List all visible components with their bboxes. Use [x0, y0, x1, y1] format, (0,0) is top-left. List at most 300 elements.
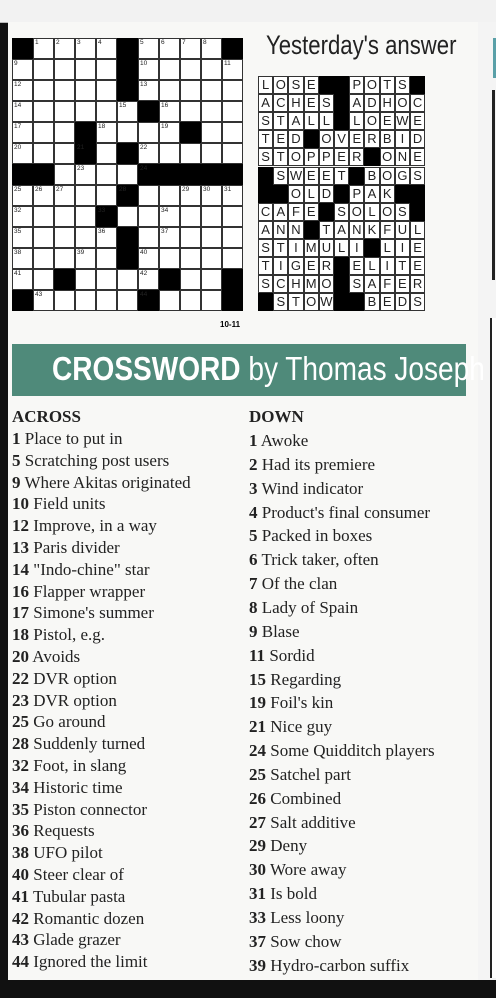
across-clue: [12, 516, 157, 536]
answer-cell: R: [319, 257, 334, 275]
answer-cell-black: [258, 293, 273, 311]
answer-cell: F: [380, 221, 395, 239]
down-clue: [249, 550, 379, 570]
answer-cell: W: [288, 167, 303, 185]
clue-number: 12: [12, 516, 29, 536]
clue-text: Simone's summer: [29, 603, 154, 623]
grid-cell: [12, 227, 33, 248]
answer-cell: S: [258, 112, 273, 130]
answer-cell: L: [349, 112, 364, 130]
clue-text: DVR option: [29, 690, 117, 710]
answer-cell: T: [273, 148, 288, 166]
answer-cell: E: [349, 257, 364, 275]
answer-cell: I: [380, 257, 395, 275]
answer-cell-black: [334, 76, 349, 94]
answer-cell: G: [395, 167, 410, 185]
clue-text: Go around: [29, 712, 106, 732]
clue-number: 1: [12, 429, 21, 448]
grid-cell: [222, 185, 243, 206]
grid-cell: [96, 227, 117, 248]
across-clue: [12, 625, 105, 645]
clue-number: 26: [249, 788, 266, 808]
clue-number: 9: [249, 621, 258, 641]
grid-cell-black: [222, 290, 243, 311]
answer-cell: O: [288, 185, 303, 203]
grid-cell: [54, 80, 75, 101]
answer-cell: B: [364, 167, 379, 185]
grid-cell-black: [222, 269, 243, 290]
clue-number: 22: [12, 668, 29, 688]
answer-cell: O: [273, 76, 288, 94]
grid-cell: [159, 80, 180, 101]
grid-cell: [222, 101, 243, 122]
grid-cell: [201, 143, 222, 164]
clue-text: Awoke: [257, 431, 309, 450]
across-clue: [12, 691, 117, 711]
down-clue: [249, 813, 356, 833]
clue-text: Scratching post users: [20, 450, 170, 470]
grid-cell-number: 43: [35, 291, 43, 298]
answer-cell: P: [349, 185, 364, 203]
answer-cell-black: [349, 293, 364, 311]
grid-cell: [180, 206, 201, 227]
grid-cell: [159, 143, 180, 164]
grid-cell: [138, 38, 159, 59]
down-clue: [249, 646, 315, 666]
down-clue: [249, 693, 333, 713]
grid-cell-number: 35: [14, 228, 22, 235]
grid-cell: [96, 122, 117, 143]
answer-cell: I: [395, 239, 410, 257]
answer-cell: G: [288, 257, 303, 275]
grid-cell: [75, 269, 96, 290]
grid-cell: [138, 185, 159, 206]
answer-cell: S: [395, 203, 410, 221]
answer-cell: S: [410, 293, 425, 311]
grid-cell-number: 4: [98, 39, 102, 46]
answer-cell-black: [304, 130, 319, 148]
answer-cell: D: [395, 293, 410, 311]
grid-cell: [54, 290, 75, 311]
clue-text: Regarding: [266, 669, 342, 689]
grid-cell: [180, 143, 201, 164]
answer-cell: B: [364, 293, 379, 311]
grid-cell-number: 32: [14, 207, 22, 214]
clue-text: Less loony: [266, 908, 345, 927]
answer-cell: E: [304, 94, 319, 112]
grid-cell: [96, 290, 117, 311]
grid-cell: [159, 290, 180, 311]
answer-cell: E: [395, 275, 410, 293]
answer-cell: A: [258, 94, 273, 112]
grid-cell-number: 40: [140, 249, 148, 256]
answer-cell: O: [288, 148, 303, 166]
clue-text: Suddenly turned: [29, 734, 146, 754]
answer-cell: C: [273, 275, 288, 293]
answer-cell: M: [304, 239, 319, 257]
clue-number: 5: [12, 450, 21, 470]
clue-text: Historic time: [29, 777, 123, 797]
answer-cell: E: [319, 167, 334, 185]
clue-number: 7: [249, 574, 258, 594]
grid-cell: [33, 101, 54, 122]
answer-cell: E: [380, 293, 395, 311]
clue-number: 13: [12, 538, 29, 557]
grid-cell: [75, 227, 96, 248]
grid-cell-number: 41: [14, 270, 22, 277]
down-clue: [249, 574, 337, 594]
grid-cell: [12, 59, 33, 80]
grid-cell: [33, 38, 54, 59]
grid-cell: [96, 185, 117, 206]
grid-cell-number: 38: [14, 249, 22, 256]
answer-cell: P: [349, 76, 364, 94]
grid-cell-number: 16: [161, 102, 169, 109]
clue-text: Avoids: [29, 647, 81, 666]
answer-cell: L: [334, 239, 349, 257]
grid-cell-black: [75, 143, 96, 164]
clue-text: Hydro-carbon suffix: [266, 955, 410, 975]
clue-text: Foot, in slang: [29, 756, 127, 775]
grid-cell-black: [201, 164, 222, 185]
clue-number: 41: [12, 886, 29, 906]
grid-cell: [54, 59, 75, 80]
clue-text: Some Quidditch players: [266, 741, 435, 761]
answer-cell: I: [395, 130, 410, 148]
grid-cell: [75, 206, 96, 227]
answer-cell: D: [288, 130, 303, 148]
grid-cell: [54, 248, 75, 269]
clue-number: 44: [12, 952, 29, 972]
banner-byline: by Thomas Joseph: [240, 350, 485, 387]
grid-cell-black: [33, 164, 54, 185]
grid-cell: [96, 38, 117, 59]
down-clue: [249, 789, 341, 809]
across-header: ACROSS: [12, 407, 81, 426]
clue-number: 5: [249, 526, 258, 546]
grid-cell: [222, 227, 243, 248]
answer-cell: L: [364, 203, 379, 221]
answer-cell-black: [334, 112, 349, 130]
clue-number: 37: [249, 931, 266, 951]
grid-cell-number: 34: [161, 207, 169, 214]
grid-cell: [117, 269, 138, 290]
grid-cell: [222, 143, 243, 164]
clue-number: 35: [12, 799, 29, 819]
grid-cell: [201, 227, 222, 248]
grid-cell: [75, 101, 96, 122]
answer-cell: O: [304, 293, 319, 311]
clue-number: 25: [249, 764, 266, 784]
grid-cell-number: 29: [182, 186, 190, 193]
page-bottom-edge: [0, 980, 496, 998]
clue-number: 15: [249, 669, 266, 689]
clue-number: 9: [12, 472, 21, 492]
grid-cell: [96, 101, 117, 122]
down-clue: [249, 860, 346, 880]
answer-cell: S: [334, 203, 349, 221]
grid-cell: [180, 248, 201, 269]
answer-cell: T: [380, 76, 395, 94]
clue-text: Requests: [29, 821, 95, 841]
across-clue: [12, 473, 191, 493]
clue-text: Salt additive: [266, 812, 356, 832]
clue-text: Deny: [266, 836, 308, 856]
grid-cell-number: 7: [182, 39, 186, 46]
grid-cell-black: [138, 164, 159, 185]
grid-cell: [33, 206, 54, 227]
answer-cell: O: [380, 148, 395, 166]
clue-text: Blase: [257, 621, 300, 641]
across-clue: [12, 843, 103, 863]
clue-text: Place to put in: [20, 429, 123, 448]
grid-cell-black: [117, 248, 138, 269]
grid-cell: [138, 227, 159, 248]
clue-number: 27: [249, 812, 266, 832]
grid-cell: [117, 206, 138, 227]
grid-cell-number: 5: [140, 39, 144, 46]
answer-cell: A: [258, 221, 273, 239]
grid-cell-number: 14: [14, 102, 22, 109]
answer-cell-black: [410, 185, 425, 203]
clue-number: 17: [12, 603, 29, 623]
answer-cell: T: [258, 257, 273, 275]
answer-cell: L: [380, 239, 395, 257]
across-clue: [12, 800, 147, 820]
answer-cell: S: [288, 76, 303, 94]
grid-cell-number: 44: [140, 291, 148, 298]
answer-cell: M: [304, 275, 319, 293]
clue-text: Nice guy: [266, 717, 333, 737]
clue-text: Sow chow: [266, 931, 342, 951]
adjacent-box: [490, 318, 496, 978]
grid-cell: [33, 59, 54, 80]
clue-number: 34: [12, 777, 29, 797]
answer-cell: O: [380, 167, 395, 185]
grid-cell-number: 10: [140, 60, 148, 67]
clue-text: "Indo-chine" star: [29, 559, 150, 579]
clue-number: 23: [12, 690, 29, 710]
answer-cell-black: [410, 76, 425, 94]
grid-cell: [222, 122, 243, 143]
clue-text: Trick taker, often: [257, 550, 379, 570]
clue-number: 21: [249, 717, 266, 737]
answer-cell: T: [395, 257, 410, 275]
clue-text: Steer clear of: [29, 865, 124, 884]
grid-cell-number: 33: [98, 207, 106, 214]
grid-cell: [33, 122, 54, 143]
grid-cell: [96, 80, 117, 101]
answer-cell: S: [319, 94, 334, 112]
grid-cell: [12, 80, 33, 101]
answer-cell: W: [395, 112, 410, 130]
answer-cell: S: [258, 239, 273, 257]
clue-text: Glade grazer: [29, 930, 121, 950]
grid-cell: [54, 101, 75, 122]
clue-text: Where Akitas originated: [20, 472, 191, 492]
answer-cell-black: [395, 185, 410, 203]
answer-cell: O: [349, 203, 364, 221]
answer-cell: A: [364, 275, 379, 293]
grid-cell: [96, 164, 117, 185]
clue-text: Combined: [266, 788, 342, 808]
clue-text: Had its premiere: [257, 454, 376, 474]
grid-cell: [96, 59, 117, 80]
grid-cell: [222, 59, 243, 80]
across-clue: [12, 734, 145, 754]
across-clue: [12, 669, 117, 689]
clue-text: Ignored the limit: [29, 952, 148, 972]
grid-cell-black: [75, 122, 96, 143]
clue-number: 33: [249, 908, 266, 927]
down-clue: [249, 741, 435, 761]
clue-text: Romantic dozen: [29, 908, 145, 928]
answer-cell: A: [349, 94, 364, 112]
across-clue: [12, 603, 154, 623]
grid-cell-black: [117, 185, 138, 206]
clue-number: 39: [249, 955, 266, 975]
grid-cell: [12, 248, 33, 269]
grid-cell-number: 17: [14, 123, 22, 130]
across-clue: [12, 865, 124, 885]
down-clue: [249, 670, 341, 690]
clue-text: Lady of Spain: [257, 597, 359, 617]
down-clue: [249, 932, 342, 952]
answer-cell: T: [334, 167, 349, 185]
answer-cell: H: [288, 275, 303, 293]
grid-cell: [12, 185, 33, 206]
adjacent-rule: [492, 90, 495, 280]
answer-cell: E: [273, 130, 288, 148]
answer-cell: C: [258, 203, 273, 221]
grid-cell-number: 22: [140, 144, 148, 151]
grid-cell: [159, 185, 180, 206]
page-top-edge: [0, 0, 496, 23]
grid-cell: [117, 164, 138, 185]
clue-text: Paris divider: [29, 538, 120, 557]
grid-cell-number: 3: [77, 39, 81, 46]
grid-cell-number: 6: [161, 39, 165, 46]
answer-cell: L: [304, 112, 319, 130]
grid-cell: [54, 143, 75, 164]
grid-cell: [75, 38, 96, 59]
clue-number: 32: [12, 756, 29, 775]
grid-cell: [138, 143, 159, 164]
across-clue: [12, 756, 126, 776]
down-clue: [249, 884, 317, 904]
grid-cell: [33, 185, 54, 206]
clue-text: Pistol, e.g.: [29, 625, 106, 645]
answer-cell: S: [410, 167, 425, 185]
grid-cell: [33, 227, 54, 248]
grid-cell: [180, 185, 201, 206]
answer-cell-black: [334, 275, 349, 293]
grid-cell: [201, 38, 222, 59]
grid-cell: [96, 143, 117, 164]
clue-text: Foil's kin: [266, 693, 334, 713]
grid-cell: [33, 143, 54, 164]
answer-cell: N: [288, 221, 303, 239]
grid-cell-black: [96, 206, 117, 227]
banner-title-bold: CROSSWORD: [52, 350, 241, 387]
grid-cell: [138, 59, 159, 80]
clue-number: 28: [12, 734, 29, 754]
answer-cell: S: [273, 167, 288, 185]
grid-cell: [222, 80, 243, 101]
grid-cell: [159, 206, 180, 227]
answer-cell: F: [380, 275, 395, 293]
answer-cell: V: [334, 130, 349, 148]
answer-cell-black: [258, 185, 273, 203]
grid-cell-number: 19: [161, 123, 169, 130]
grid-cell-number: 21: [77, 144, 85, 151]
answer-cell: U: [395, 221, 410, 239]
grid-cell-number: 37: [161, 228, 169, 235]
clue-text: Satchel part: [266, 764, 351, 784]
grid-cell-number: 36: [98, 228, 106, 235]
answer-cell: R: [349, 148, 364, 166]
grid-cell-number: 28: [119, 186, 127, 193]
clue-number: 16: [12, 581, 29, 601]
across-clue: [12, 952, 148, 972]
across-clue: [12, 909, 144, 929]
answer-cell-black: [319, 76, 334, 94]
answer-cell: E: [410, 112, 425, 130]
answer-cell: C: [273, 94, 288, 112]
answer-cell: S: [349, 275, 364, 293]
down-clue: [249, 598, 358, 618]
clue-number: 30: [249, 860, 266, 880]
answer-cell: B: [380, 130, 395, 148]
clue-text: Wind indicator: [257, 478, 364, 498]
answer-cell: O: [319, 275, 334, 293]
grid-cell: [75, 164, 96, 185]
grid-cell-black: [222, 164, 243, 185]
answer-cell-black: [410, 203, 425, 221]
grid-cell-black: [159, 164, 180, 185]
answer-cell: S: [395, 76, 410, 94]
answer-cell: I: [273, 257, 288, 275]
answer-cell: S: [258, 275, 273, 293]
down-clue: [249, 526, 372, 546]
across-clue: [12, 887, 125, 907]
clue-text: Field units: [29, 494, 106, 514]
answer-cell: I: [288, 239, 303, 257]
answer-cell: T: [273, 239, 288, 257]
answer-cell: E: [304, 167, 319, 185]
grid-cell-black: [180, 164, 201, 185]
grid-cell-number: 8: [203, 39, 207, 46]
answer-cell: P: [319, 148, 334, 166]
answer-cell-black: [334, 94, 349, 112]
answer-cell: P: [304, 148, 319, 166]
grid-cell-number: 42: [140, 270, 148, 277]
grid-cell-number: 12: [14, 81, 22, 88]
down-header: DOWN: [249, 407, 304, 426]
grid-cell: [54, 185, 75, 206]
across-clue: [12, 429, 122, 449]
grid-cell: [12, 122, 33, 143]
answer-cell: S: [273, 293, 288, 311]
answer-cell: N: [273, 221, 288, 239]
grid-cell-black: [54, 269, 75, 290]
grid-cell: [12, 206, 33, 227]
answer-cell-black: [304, 221, 319, 239]
clue-number: 20: [12, 647, 29, 666]
answer-cell: E: [410, 148, 425, 166]
grid-cell: [117, 290, 138, 311]
grid-label: 10-11: [220, 320, 241, 329]
